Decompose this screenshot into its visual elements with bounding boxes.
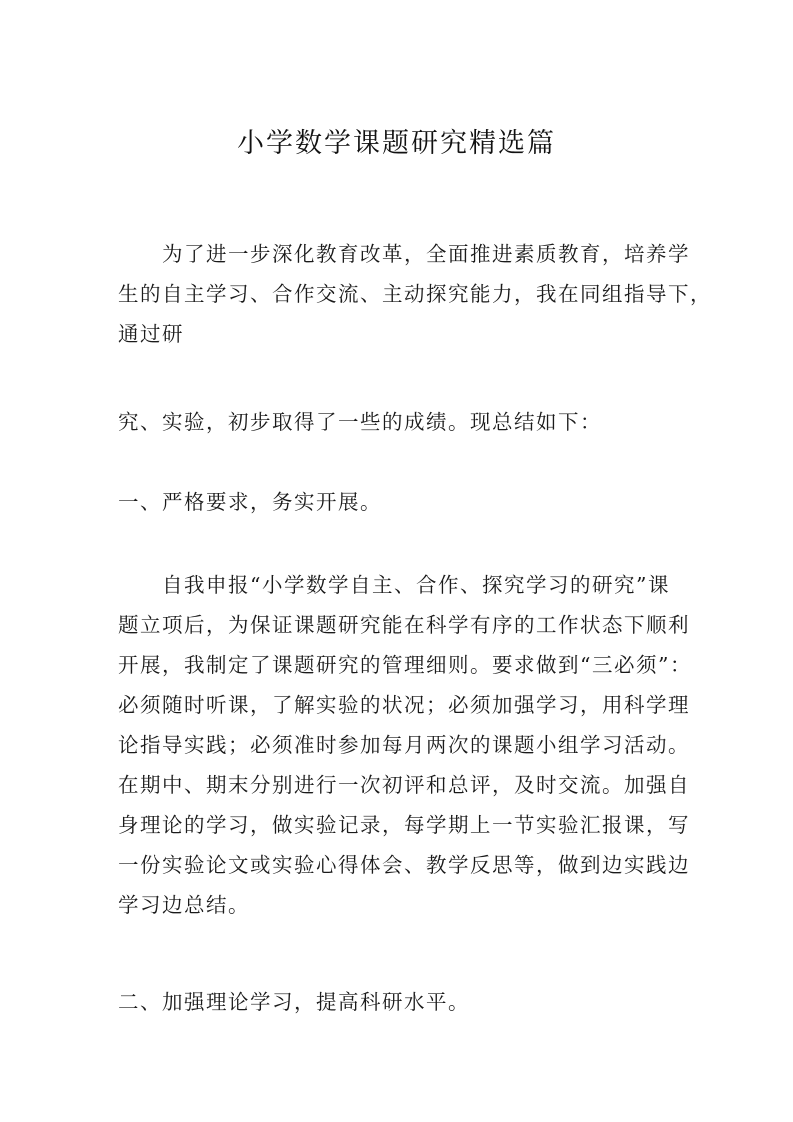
paragraph-intro [118, 234, 712, 354]
text-line: 一份实验论文或实验心得体会、教学反思等，做到边实践边 [118, 853, 690, 877]
paragraph-section-1 [118, 565, 692, 925]
text-line: 生的自主学习、合作交流、主动探究能力，我在同组指导下， [118, 282, 712, 306]
paragraph-intro-continued [118, 402, 682, 442]
text-line: 身理论的学习，做实验记录，每学期上一节实验汇报课，写 [118, 813, 690, 837]
text-line: 论指导实践；必须准时参加每月两次的课题小组学习活动。 [118, 733, 690, 757]
text-line: 学习边总结。 [118, 893, 250, 917]
text-line: 为了进一步深化教育改革，全面推进素质教育，培养学 [118, 242, 690, 266]
text-line: 究、实验，初步取得了一些的成绩。现总结如下： [118, 410, 602, 434]
heading-text: 二、加强理论学习，提高科研水平。 [118, 990, 470, 1014]
text-line: 通过研 [118, 322, 184, 346]
text-line: 题立项后，为保证课题研究能在科学有序的工作状态下顺利 [118, 613, 690, 637]
text-line: 在期中、期末分别进行一次初评和总评，及时交流。加强自 [118, 773, 690, 797]
heading-text: 一、严格要求，务实开展。 [118, 490, 382, 514]
text-line: 必须随时听课，了解实验的状况；必须加强学习，用科学理 [118, 693, 690, 717]
text-line: 自我申报“小学数学自主、合作、探究学习的研究”课 [118, 573, 670, 597]
text-line: 开展，我制定了课题研究的管理细则。要求做到“三必须”： [118, 653, 692, 677]
document-title: 小学数学课题研究精选篇 [237, 128, 556, 159]
section-heading-1 [118, 482, 682, 522]
section-heading-2 [118, 982, 682, 1022]
